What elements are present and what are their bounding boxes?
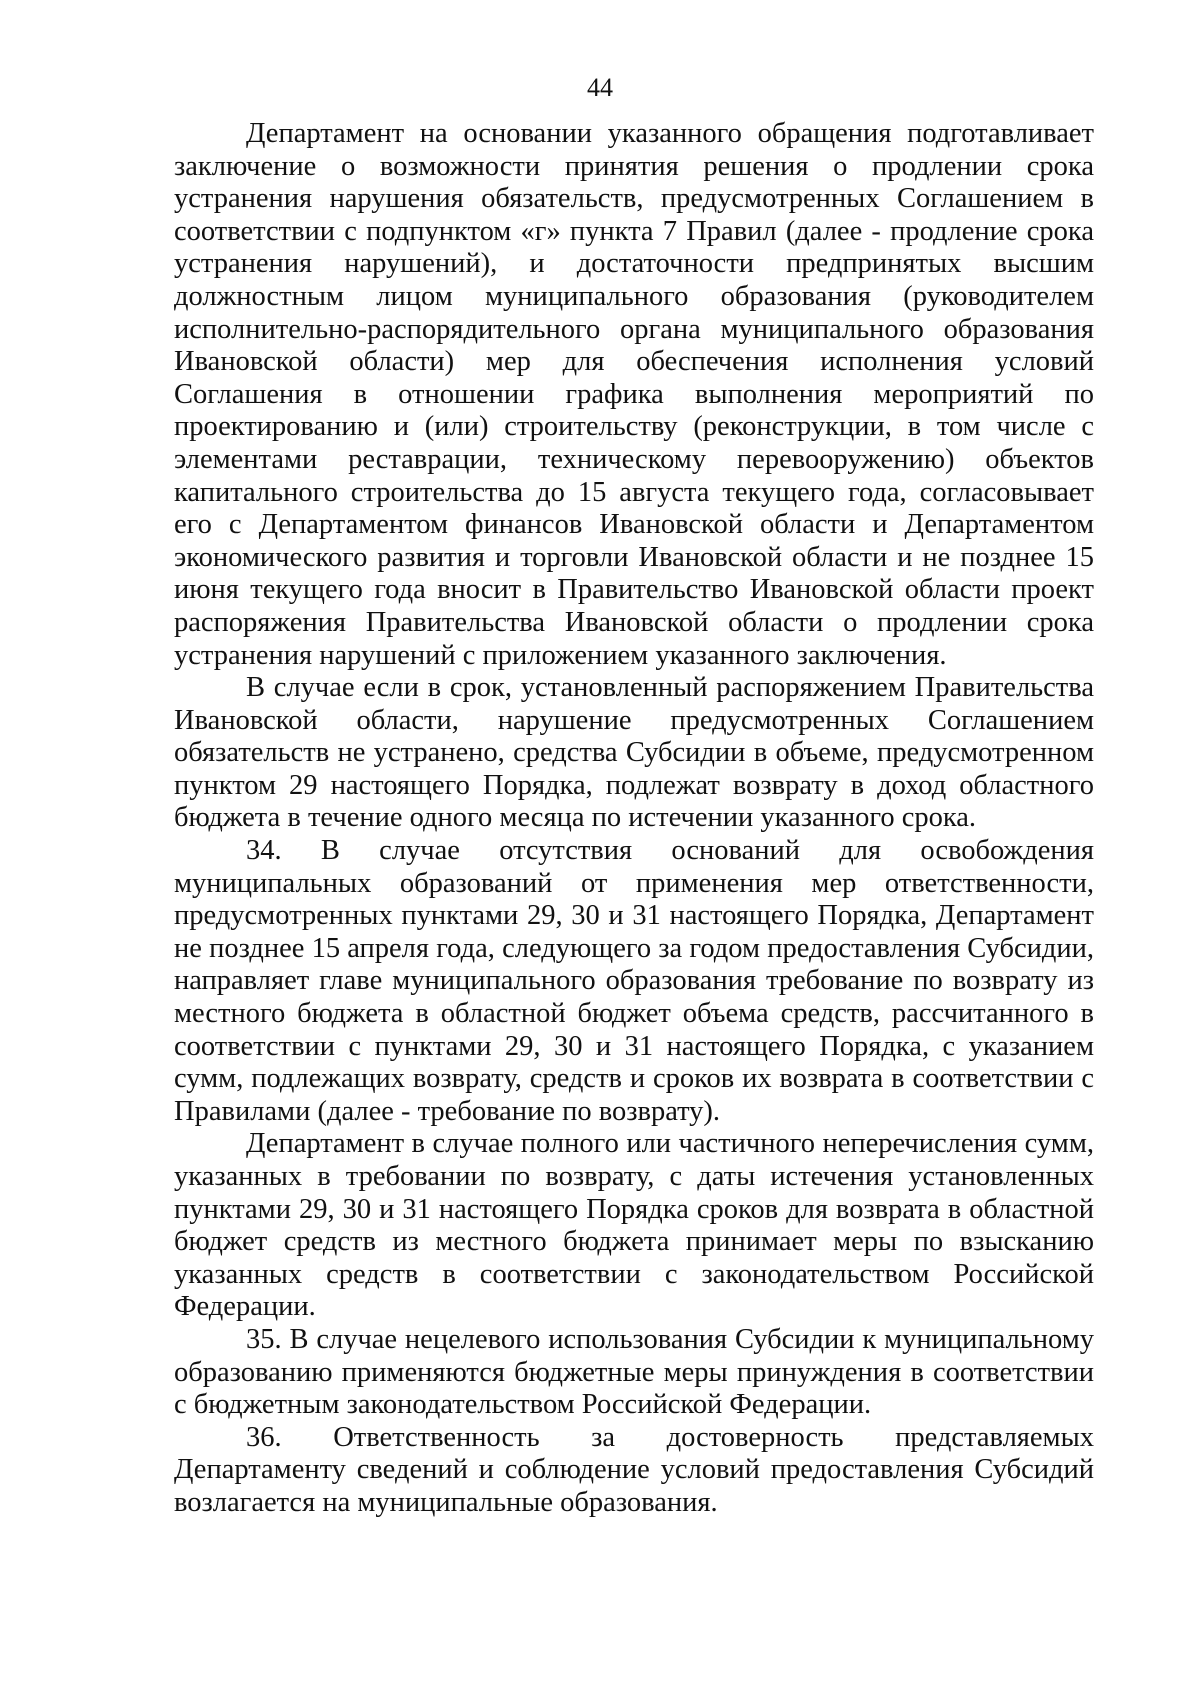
paragraph-item-35: 35. В случае нецелевого использования Субсидии к муниципальному образованию применяются бюджетные меры принуждения в соответствии с бюджетным законодательством Российской Федерации. — [174, 1323, 1094, 1421]
paragraph-item-34: 34. В случае отсутствия оснований для освобождения муниципальных образований от применения мер ответственности, предусмотренных пунктами 29, 30 и 31 настоящего Порядка, Департамент не позднее 15 апреля года, следующего за годом предоставления Субсидии, направляет главе муниципального образования требование по возврату из местного бюджета в областной бюджет объема средств, рассчитанного в соответствии с пунктами 29, 30 и 31 настоящего Порядка, с указанием сумм, подлежащих возврату, средств и сроков их возврата в соответствии с Правилами (далее - требование по возврату). — [174, 835, 1094, 1127]
document-body — [174, 118, 1094, 1520]
paragraph-extension-conclusion: Департамент на основании указанного обращения подготавливает заключение о возможности принятия решения о продлении срока устранения нарушения обязательств, предусмотренных Соглашением в соответствии с подпунктом «г» пункта 7 Правил (далее - продление срока устранения нарушений), и достаточности предпринятых высшим должностным лицом муниципального образования (руководителем исполнительно-распорядительного органа муниципального образования Ивановской области) мер для обеспечения исполнения условий Соглашения в отношении графика выполнения мероприятий по проектированию и (или) строительству (реконструкции, в том числе с элементами реставрации, техническому перевооружению) объектов капитального строительства до 15 августа текущего года, согласовывает его с Департаментом финансов Ивановской области и Департаментом экономического развития и торговли Ивановской области и не позднее 15 июня текущего года вносит в Правительство Ивановской области проект распоряжения Правительства Ивановской области о продлении срока устранения нарушений с приложением указанного заключения. — [174, 118, 1094, 671]
paragraph-recovery-measures: Департамент в случае полного или частичного неперечисления сумм, указанных в требовании по возврату, с даты истечения установленных пунктами 29, 30 и 31 настоящего Порядка сроков для возврата в областной бюджет средств из местного бюджета принимает меры по взысканию указанных средств в соответствии с законодательством Российской Федерации. — [174, 1128, 1094, 1323]
page-number: 44 — [587, 73, 613, 102]
paragraph-item-36: 36. Ответственность за достоверность представляемых Департаменту сведений и соблюдение условий предоставления Субсидий возлагается на муниципальные образования. — [174, 1421, 1094, 1518]
paragraph-subsidy-return: В случае если в срок, установленный распоряжением Правительства Ивановской области, нарушение предусмотренных Соглашением обязательств не устранено, средства Субсидии в объеме, предусмотренном пунктом 29 настоящего Порядка, подлежат возврату в доход областного бюджета в течение одного месяца по истечении указанного срока. — [174, 672, 1094, 834]
